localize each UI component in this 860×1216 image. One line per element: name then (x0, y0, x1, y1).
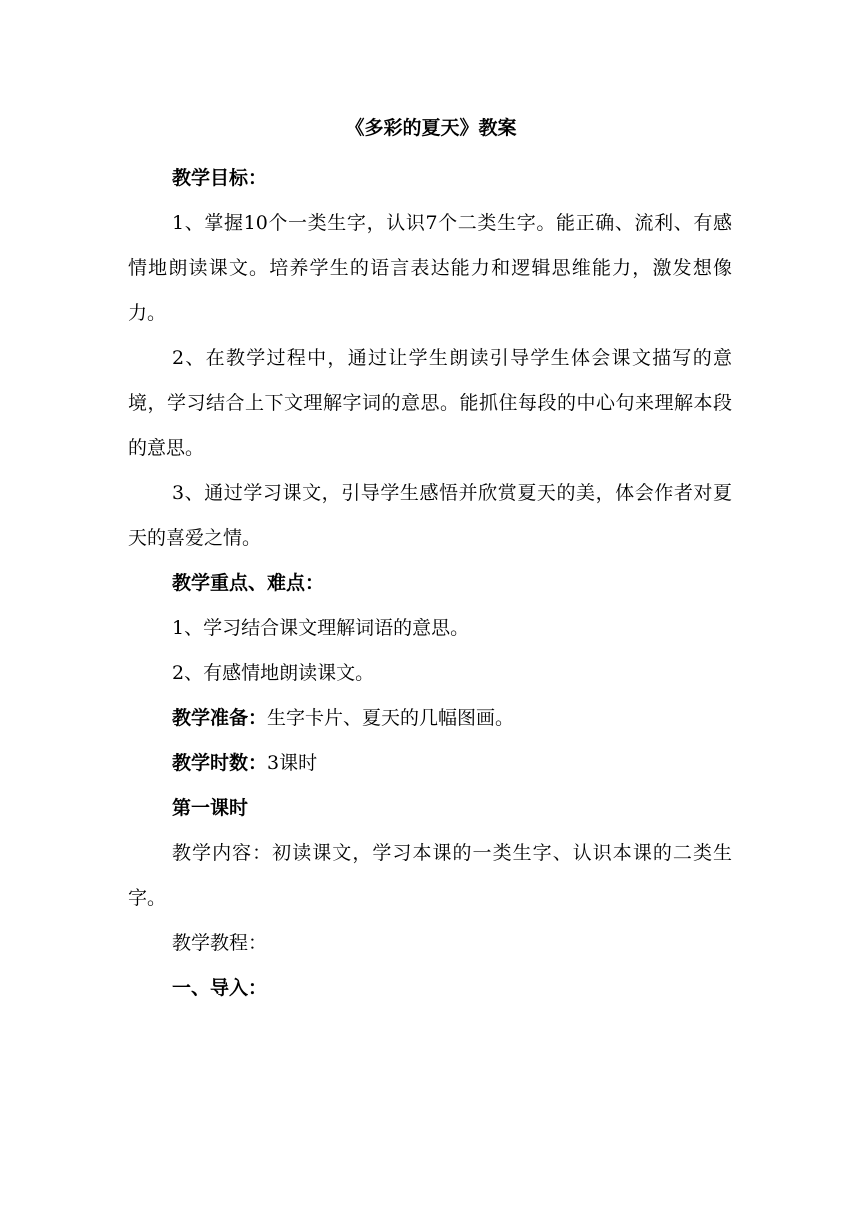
teaching-hours-value: 3课时 (267, 752, 318, 774)
teaching-preparation (128, 696, 732, 741)
goal-item-3: 3、通过学习课文，引导学生感悟并欣赏夏天的美，体会作者对夏天的喜爱之情。 (128, 482, 732, 549)
lesson-1-heading: 第一课时 (172, 797, 249, 819)
goal-item-1: 1、掌握10个一类生字，认识7个二类生字。能正确、流利、有感情地朗读课文。培养学生的语言表达能力和逻辑思维能力，激发想像力。 (128, 212, 732, 324)
teaching-hours (128, 741, 732, 786)
teaching-preparation-value: 生字卡片、夏天的几幅图画。 (267, 707, 515, 729)
lesson-content: 教学内容：初读课文，学习本课的一类生字、认识本课的二类生字。 (128, 842, 732, 909)
teaching-hours-label: 教学时数： (172, 752, 268, 774)
goals-heading: 教学目标： (172, 167, 268, 189)
goal-item-2: 2、在教学过程中，通过让学生朗读引导学生体会课文描写的意境，学习结合上下文理解字词的意思。能抓住每段的中心句来理解本段的意思。 (128, 347, 732, 459)
key-point-item-1: 1、学习结合课文理解词语的意思。 (172, 617, 470, 639)
key-points-heading: 教学重点、难点： (172, 572, 325, 594)
document-body (128, 108, 732, 1011)
lesson-process: 教学教程： (172, 932, 268, 954)
section-1-heading: 一、导入： (172, 977, 268, 999)
document-title: 《多彩的夏天》教案 (345, 117, 517, 139)
teaching-preparation-label: 教学准备： (172, 707, 268, 729)
key-point-item-2: 2、有感情地朗读课文。 (172, 662, 375, 684)
